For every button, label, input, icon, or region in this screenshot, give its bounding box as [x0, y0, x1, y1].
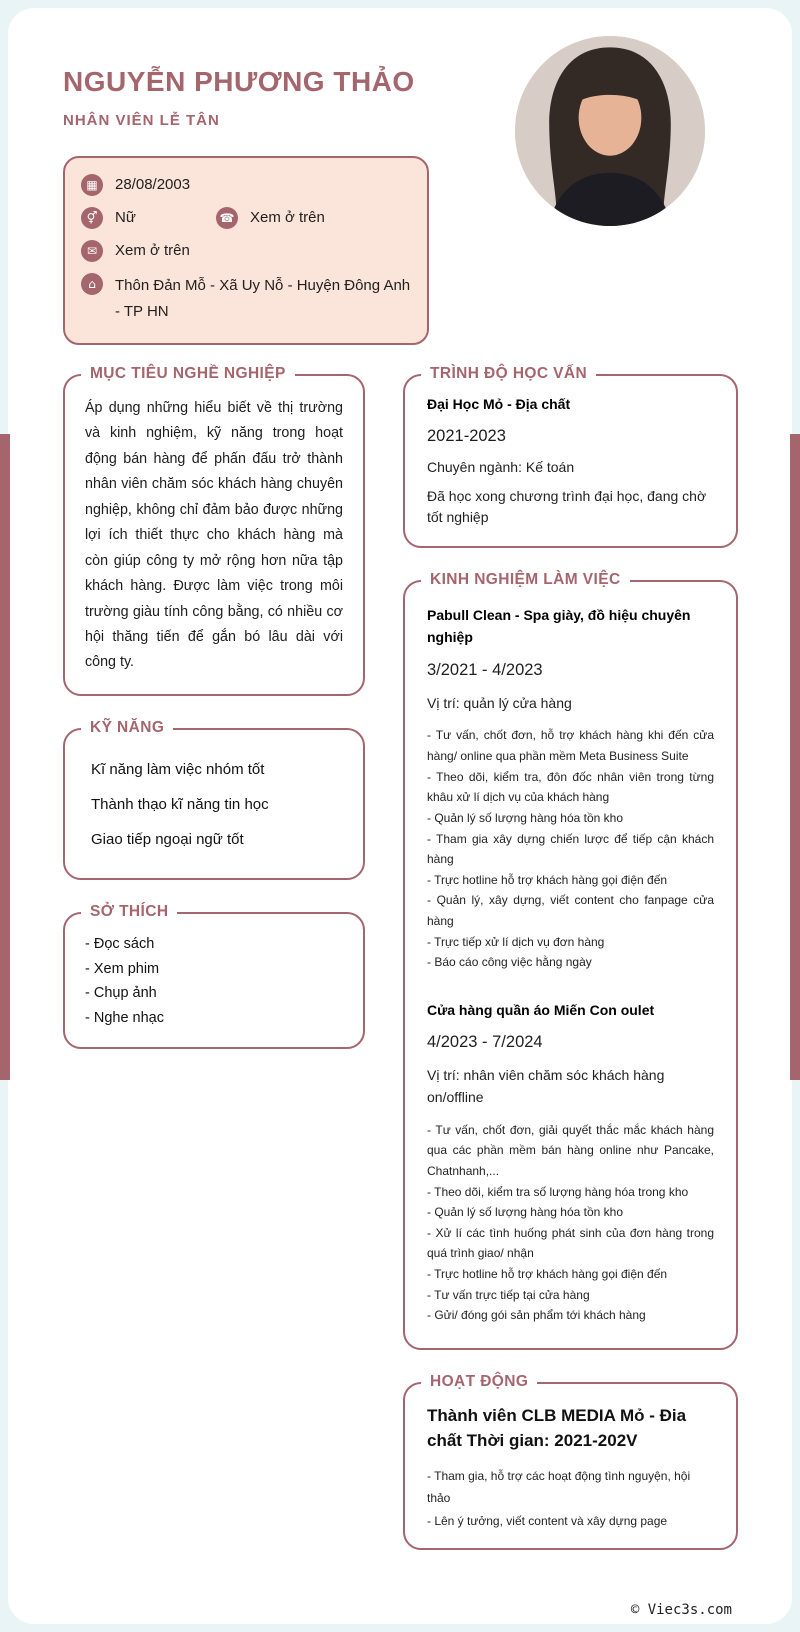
duty-item: - Trực tiếp xử lí dịch vụ đơn hàng — [427, 934, 605, 949]
objective-section — [63, 365, 365, 696]
contact-row-dob — [81, 170, 411, 203]
hobby-item: - Xem phim — [85, 960, 160, 977]
left-column — [63, 360, 365, 1081]
body-columns — [63, 360, 738, 1582]
skill-item: Thành thạo kĩ năng tin học — [91, 796, 269, 814]
gender-icon: ⚥ — [81, 207, 103, 229]
hobbies-section — [63, 902, 365, 1050]
hobby-list — [65, 914, 363, 1048]
job-position: Vị trí: nhân viên chăm sóc khách hàng on/offline — [427, 1067, 665, 1106]
education-period: 2021-2023 — [427, 427, 506, 445]
duty-item: - Báo cáo công việc hằng ngày — [427, 955, 592, 970]
phone-value: Xem ở trên — [250, 209, 325, 226]
skills-heading: KỸ NĂNG — [81, 719, 173, 737]
person-silhouette-icon — [515, 36, 705, 226]
skill-item: Kĩ năng làm việc nhóm tốt — [91, 760, 265, 778]
phone-cell — [216, 207, 325, 229]
activities-body — [405, 1384, 736, 1548]
person-name: NGUYỄN PHƯƠNG THẢO — [63, 66, 415, 97]
duty-item: - Quản lý số lượng hàng hóa tồn kho — [427, 810, 624, 825]
education-school: Đại Học Mỏ - Địa chất — [427, 396, 571, 412]
job-duty-list — [427, 1120, 714, 1326]
email-value: Xem ở trên — [115, 242, 190, 259]
mail-icon: ✉ — [81, 240, 103, 262]
hobbies-heading: SỞ THÍCH — [81, 903, 177, 921]
skills-list — [65, 730, 363, 878]
person-job-title: NHÂN VIÊN LỄ TÂN — [63, 112, 220, 129]
objective-text: Áp dụng những hiểu biết về thị trường và kinh nghiệm, kỹ năng trong hoạt động bán hàng để phấn đấu trở thành nhân viên chăm sóc khách hàng chuyên nghiệp, không chỉ đảm bảo được những lợi ích thiết thực cho khách hàng mà còn giúp công ty mở rộng hơn nữa tập khách hàng. Được làm việc trong môi trường giàu tính công bằng, có nhiều cơ hội thăng tiến để gắn bó lâu dài với công ty. — [85, 400, 343, 671]
gender-value: Nữ — [115, 209, 136, 226]
duty-item: - Gửi/ đóng gói sản phẩm tới khách hàng — [427, 1308, 646, 1323]
phone-icon: ☎ — [216, 207, 238, 229]
duty-item: - Quản lý, xây dựng, viết content cho fanpage cửa hàng — [427, 893, 714, 929]
dob-value: 28/08/2003 — [115, 176, 191, 193]
education-section — [403, 365, 738, 548]
objective-heading: MỤC TIÊU NGHỀ NGHIỆP — [81, 365, 295, 383]
contact-row-gender-phone — [81, 203, 411, 236]
activity-item: - Tham gia, hỗ trợ các hoạt động tình nguyện, hội thảo — [427, 1469, 691, 1506]
hobby-item: - Nghe nhạc — [85, 1010, 164, 1027]
left-accent-bar — [0, 434, 10, 1080]
job-position: Vị trí: quản lý cửa hàng — [427, 694, 572, 711]
job-entry-1 — [427, 604, 714, 973]
job-entry-2 — [427, 999, 714, 1326]
hobby-item: - Chụp ảnh — [85, 985, 157, 1002]
duty-item: - Xử lí các tình huống phát sinh của đơn hàng trong quá trình giao/ nhận — [427, 1225, 714, 1261]
home-icon: ⌂ — [81, 273, 103, 295]
calendar-icon: ▦ — [81, 174, 103, 196]
job-period: 4/2023 - 7/2024 — [427, 1033, 543, 1052]
duty-item: - Tư vấn, chốt đơn, giải quyết thắc mắc khách hàng qua các phần mềm bán hàng online như Pancake, Chatnhanh,... — [427, 1122, 714, 1178]
skills-section — [63, 718, 365, 880]
right-column — [403, 360, 738, 1582]
job-duty-list — [427, 725, 714, 973]
duty-item: - Tham gia xây dựng chiến lược để tiếp cận khách hàng — [427, 831, 714, 867]
footer-copyright: © Viec3s.com — [630, 1602, 732, 1618]
hobby-item: - Đọc sách — [85, 935, 155, 952]
gender-cell — [81, 207, 216, 229]
activities-title: Thành viên CLB MEDIA Mỏ - Đia chất Thời gian: 2021-202V — [427, 1405, 687, 1450]
contact-row-address — [81, 269, 411, 329]
activities-heading: HOẠT ĐỘNG — [421, 1373, 537, 1391]
experience-heading: KINH NGHIỆM LÀM VIỆC — [421, 571, 630, 589]
duty-item: - Quản lý số lượng hàng hóa tồn kho — [427, 1205, 624, 1220]
contact-row-email — [81, 236, 411, 269]
duty-item: - Tư vấn trực tiếp tại cửa hàng — [427, 1287, 590, 1302]
skill-item: Giao tiếp ngoại ngữ tốt — [91, 831, 244, 849]
right-accent-bar — [790, 434, 800, 1080]
duty-item: - Theo dõi, kiểm tra số lượng hàng hóa trong kho — [427, 1184, 689, 1199]
activities-list — [427, 1465, 714, 1532]
profile-photo — [515, 36, 705, 226]
job-company: Cửa hàng quần áo Miến Con oulet — [427, 1001, 655, 1018]
cv-card — [8, 8, 792, 1624]
education-heading: TRÌNH ĐỘ HỌC VẤN — [421, 365, 596, 383]
activity-item: - Lên ý tưởng, viết content và xây dựng page — [427, 1513, 668, 1528]
duty-item: - Trực hotline hỗ trợ khách hàng gọi điện đến — [427, 872, 668, 887]
experience-body — [405, 582, 736, 1348]
duty-item: - Theo dõi, kiểm tra, đôn đốc nhân viên trong từng khâu xử lí dịch vụ của khách hàng — [427, 769, 714, 805]
job-company: Pabull Clean - Spa giày, đồ hiệu chuyên nghiệp — [427, 607, 691, 646]
education-major: Chuyên ngành: Kế toán — [427, 459, 575, 475]
experience-section — [403, 571, 738, 1350]
duty-item: - Trực hotline hỗ trợ khách hàng gọi điện đến — [427, 1267, 668, 1282]
education-note: Đã học xong chương trình đại học, đang chờ tốt nghiệp — [427, 488, 707, 525]
address-value: Thôn Đản Mỗ - Xã Uy Nỗ - Huyện Đông Anh - TP HN — [115, 277, 411, 320]
job-period: 3/2021 - 4/2023 — [427, 660, 543, 679]
contact-box — [63, 156, 429, 345]
activities-section — [403, 1372, 738, 1550]
education-body — [405, 376, 736, 546]
duty-item: - Tư vấn, chốt đơn, hỗ trợ khách hàng khi đến cửa hàng/ online qua phần mềm Meta Business Suite — [427, 728, 714, 764]
